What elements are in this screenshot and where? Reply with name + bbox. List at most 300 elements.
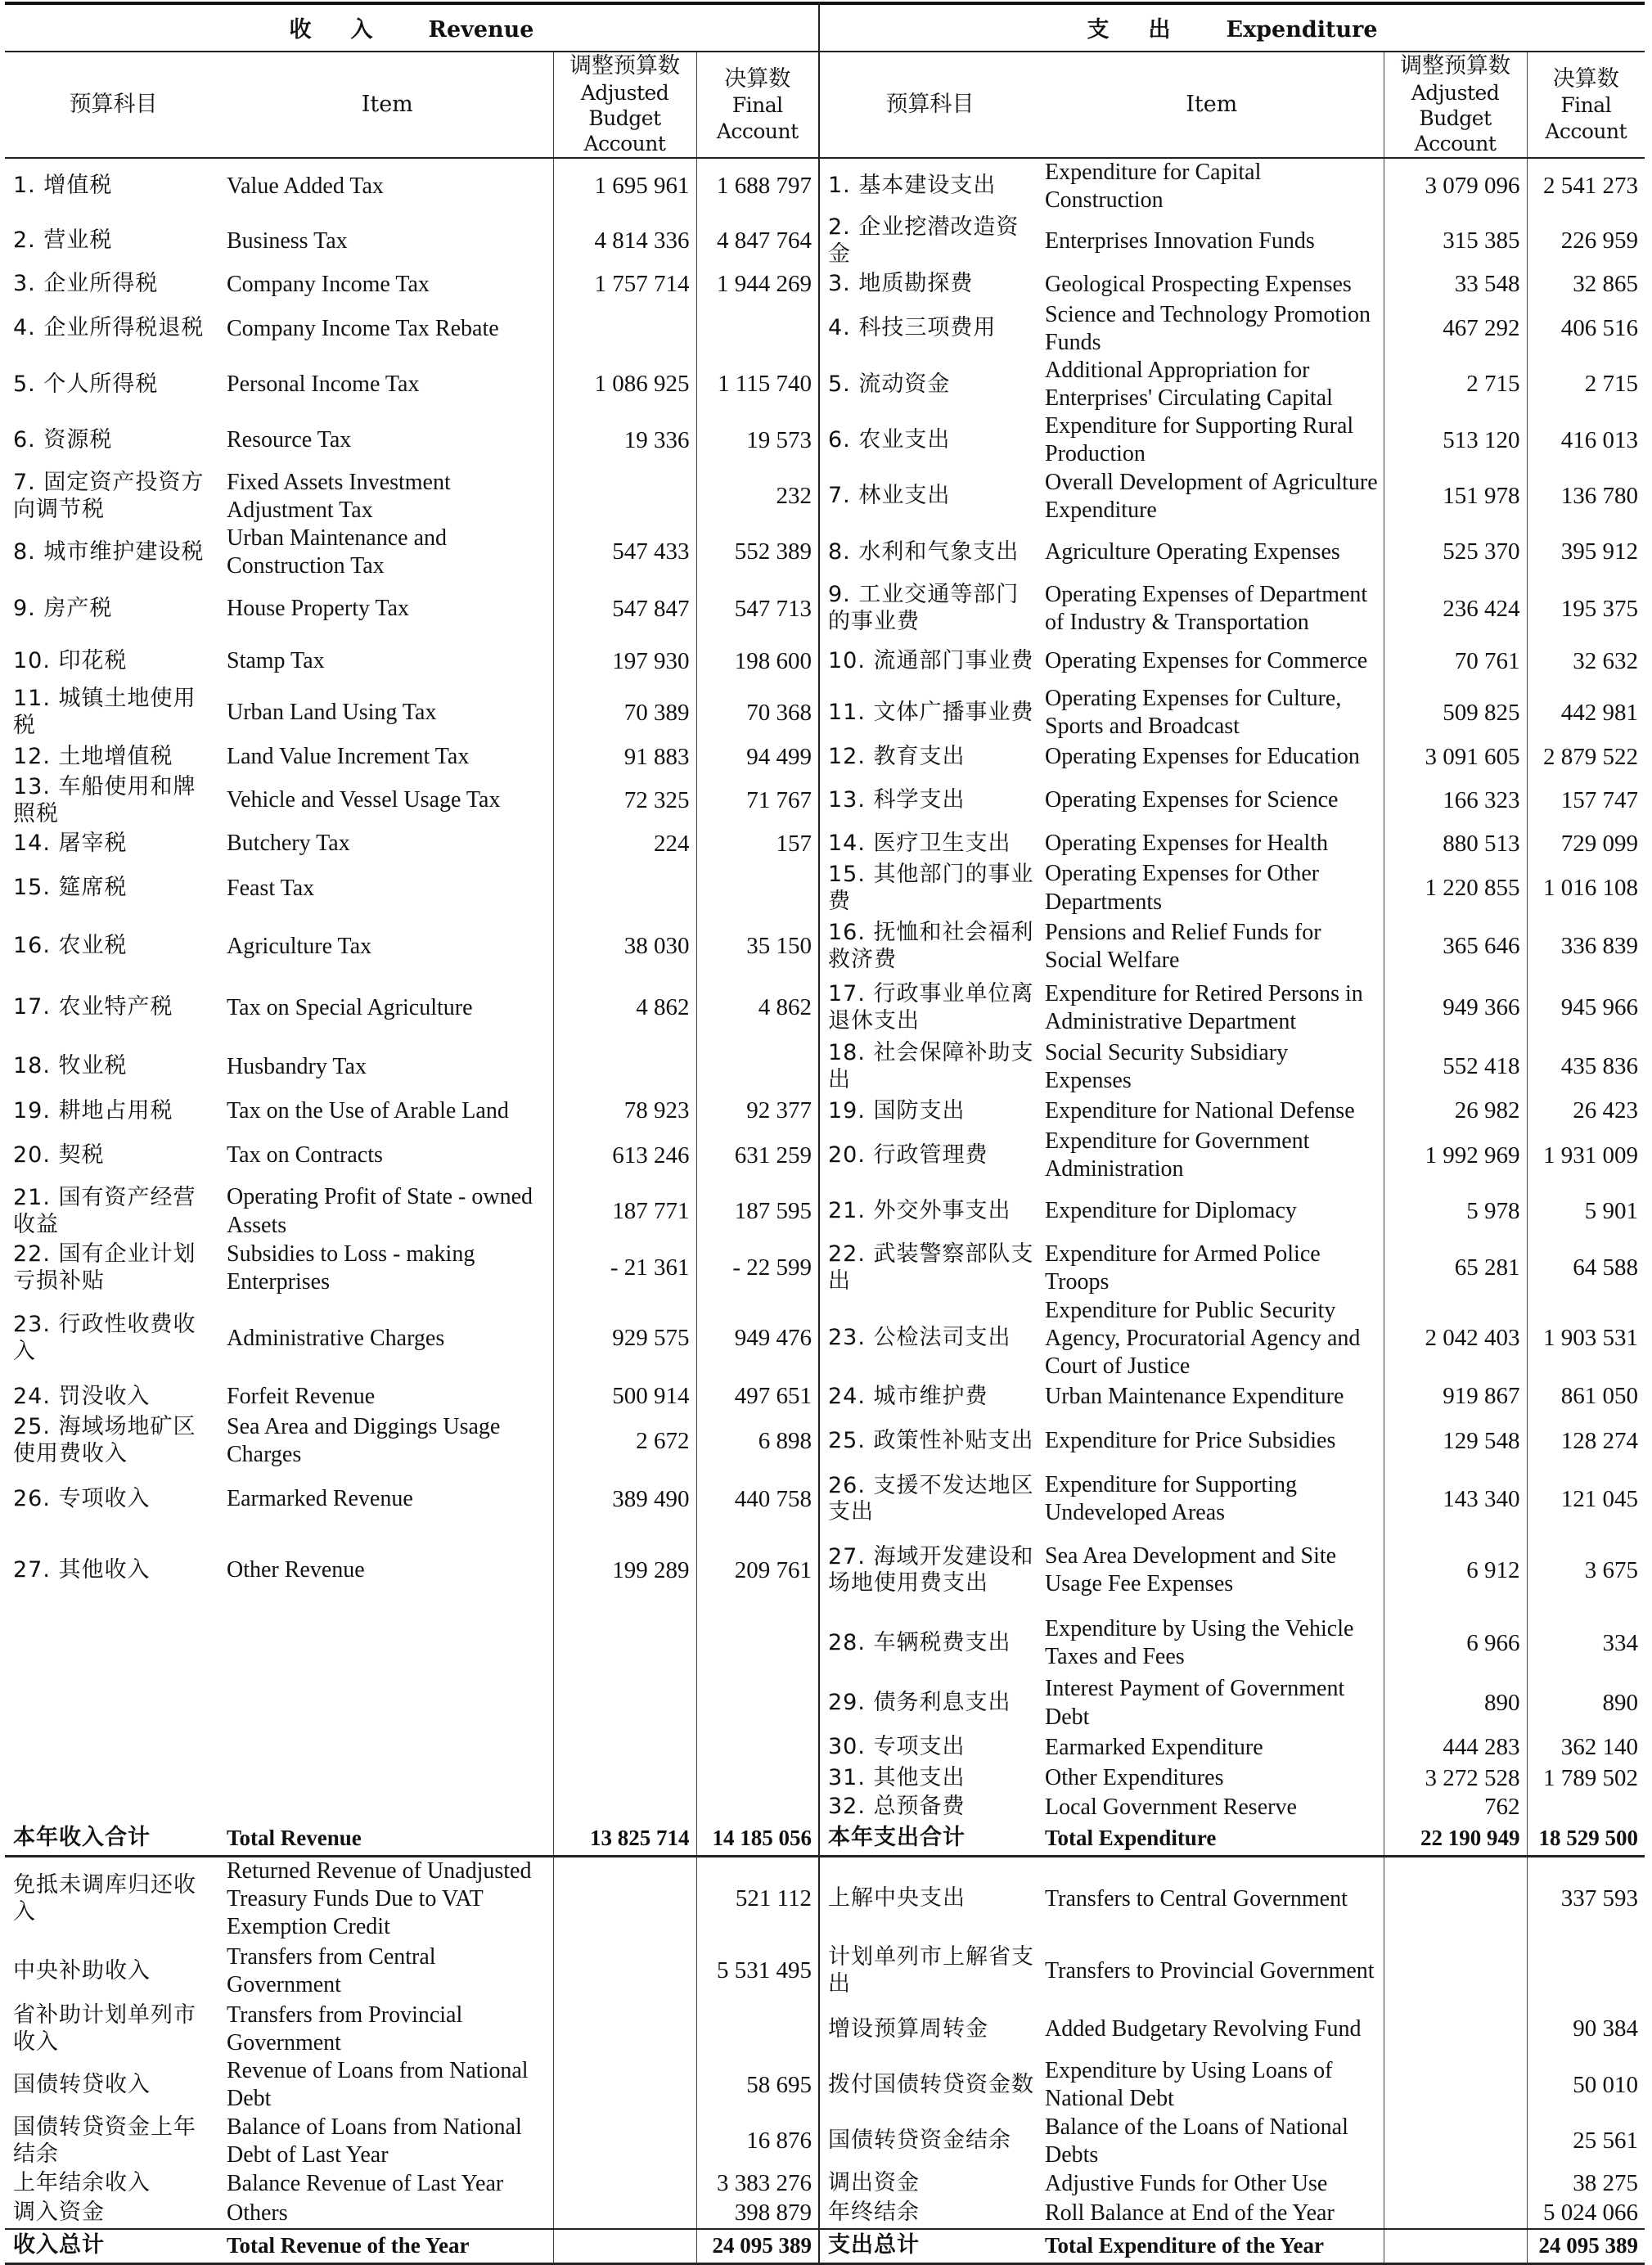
revenue-adjusted-value [553,469,696,525]
expenditure-item-zh: 16. 抚恤和社会福利救济费 [819,916,1040,977]
col-header-revenue-final-zh: 决算数 [724,65,791,92]
revenue-item-zh [5,1611,222,1675]
expenditure-item-zh: 上解中央支出 [819,1856,1040,1941]
expenditure-adjusted-value: 513 120 [1384,412,1527,468]
table-row [5,1764,1645,1793]
expenditure-adjusted-value: 444 283 [1384,1731,1527,1764]
expenditure-item-en: Adjustive Funds for Other Use [1045,2170,1328,2196]
revenue-item-en: Returned Revenue of Unadjusted Treasury Funds Due to VAT Exemption Credit [227,1857,532,1939]
revenue-adjusted-value: 4 862 [553,977,696,1039]
revenue-final-value: 71 767 [696,774,819,828]
expenditure-final-value: 395 912 [1527,525,1645,580]
transfer-row [5,1856,1645,1941]
revenue-adjusted-value [553,1764,696,1793]
table-row [5,268,1645,301]
col-header-expenditure-item-zh: 预算科目 [819,52,1040,158]
col-header-expenditure-final-en: Final Account [1545,93,1627,143]
col-header-revenue-final [696,52,819,158]
expenditure-item-en: Transfers to Provincial Government [1045,1957,1375,1984]
expenditure-item-zh: 26. 支援不发达地区支出 [819,1469,1040,1529]
expenditure-final-value: 1 903 531 [1527,1297,1645,1380]
table-row [5,827,1645,860]
revenue-final-value: 4 847 764 [696,214,819,268]
revenue-item-en: Subsidies to Loss - making Enterprises [227,1241,475,1295]
revenue-item-en: House Property Tax [227,596,410,622]
expenditure-item-zh: 15. 其他部门的事业费 [819,860,1040,916]
expenditure-adjusted-value: 1 992 969 [1384,1128,1527,1183]
table-row [5,741,1645,774]
expenditure-item-en: Expenditure for Retired Persons in Administrative Department [1045,980,1363,1034]
expenditure-adjusted-value: 65 281 [1384,1240,1527,1297]
expenditure-final-value [1527,1941,1645,2002]
revenue-final-value: 198 600 [696,637,819,685]
revenue-final-value [696,860,819,916]
expenditure-final-value: 336 839 [1527,916,1645,977]
expenditure-item-en: Operating Expenses for Other Departments [1045,861,1320,915]
revenue-final-value [696,1039,819,1095]
revenue-item-zh: 5. 个人所得税 [13,371,159,397]
revenue-item-en: Revenue of Loans from National Debt [227,2058,529,2112]
expenditure-final-value: 50 010 [1527,2057,1645,2113]
expenditure-item-zh: 20. 行政管理费 [819,1128,1040,1183]
expenditure-item-en: Enterprises Innovation Funds [1045,227,1315,254]
revenue-item-zh: 24. 罚没收入 [13,1383,151,1409]
transfer-row [5,1941,1645,2002]
revenue-item-zh: 16. 农业税 [13,933,128,959]
revenue-item-en [222,1675,553,1731]
revenue-final-value: 949 476 [696,1297,819,1380]
revenue-item-zh: 19. 耕地占用税 [13,1097,173,1123]
revenue-adjusted-value [553,2002,696,2057]
expenditure-final-value: 90 384 [1527,2002,1645,2057]
revenue-adjusted-value [553,2114,696,2169]
expenditure-final-value: 861 050 [1527,1380,1645,1413]
revenue-item-en: Personal Income Tax [227,371,420,398]
revenue-item-en: Operating Profit of State - owned Assets [227,1184,533,1238]
revenue-final-value: 209 761 [696,1529,819,1611]
transfer-row [5,2057,1645,2113]
expenditure-adjusted-value: 880 513 [1384,827,1527,860]
expenditure-item-zh: 32. 总预备费 [819,1793,1040,1821]
expenditure-final-value: 195 375 [1527,580,1645,637]
revenue-adjusted-value: 13 825 714 [553,1822,696,1857]
table-row [5,1413,1645,1469]
revenue-header-en: Revenue [428,16,534,43]
table-row [5,525,1645,580]
expenditure-adjusted-value [1384,2199,1527,2229]
col-header-revenue-adjusted-zh: 调整预算数 [569,53,680,79]
revenue-final-value [696,1731,819,1764]
revenue-final-value: 232 [696,469,819,525]
expenditure-item-zh: 3. 地质勘探费 [819,268,1040,301]
revenue-item-en: Balance Revenue of Last Year [227,2170,504,2196]
revenue-item-en: Tax on Contracts [227,1142,383,1169]
col-header-expenditure-final-zh: 决算数 [1552,65,1619,92]
revenue-adjusted-value: - 21 361 [553,1240,696,1297]
revenue-final-value: 552 389 [696,525,819,580]
expenditure-item-zh: 8. 水利和气象支出 [819,525,1040,580]
expenditure-item-en: Expenditure for Diplomacy [1045,1198,1297,1224]
expenditure-item-zh: 31. 其他支出 [819,1764,1040,1793]
table-row [5,860,1645,916]
revenue-final-value: 440 758 [696,1469,819,1529]
expenditure-final-value: 24 095 389 [1527,2229,1645,2264]
expenditure-item-zh: 24. 城市维护费 [819,1380,1040,1413]
expenditure-item-zh: 调出资金 [819,2169,1040,2199]
revenue-final-value: 70 368 [696,685,819,741]
revenue-adjusted-value [553,1793,696,1821]
table-row [5,685,1645,741]
col-header-expenditure-adjusted-en: Adjusted Budget Account [1411,80,1500,156]
expenditure-adjusted-value: 509 825 [1384,685,1527,741]
revenue-item-en: Agriculture Tax [227,933,372,959]
revenue-item-en: Company Income Tax [227,271,430,297]
table-row [5,1380,1645,1413]
expenditure-item-zh: 12. 教育支出 [819,741,1040,774]
expenditure-item-zh: 25. 政策性补贴支出 [819,1413,1040,1469]
revenue-item-zh: 8. 城市维护建设税 [13,538,205,565]
col-header-expenditure-adjusted [1384,52,1527,158]
revenue-item-en: Transfers from Provincial Government [227,2002,463,2056]
table-row [5,357,1645,412]
revenue-item-en: Business Tax [227,227,348,254]
expenditure-adjusted-value: 525 370 [1384,525,1527,580]
expenditure-item-zh: 23. 公检法司支出 [819,1297,1040,1380]
col-header-expenditure-item-en: Item [1040,52,1384,158]
revenue-item-zh [5,1793,222,1821]
revenue-item-zh: 中央补助收入 [13,1957,151,1984]
expenditure-item-zh: 27. 海域开发建设和场地使用费支出 [819,1529,1040,1611]
section-header-row [5,3,1645,52]
expenditure-item-en: Other Expenditures [1045,1765,1224,1791]
revenue-item-en: Tax on Special Agriculture [227,994,473,1020]
revenue-final-value: 19 573 [696,412,819,468]
expenditure-final-value: 157 747 [1527,774,1645,828]
col-header-expenditure-adjusted-zh: 调整预算数 [1400,53,1510,79]
revenue-final-value: 92 377 [696,1095,819,1128]
expenditure-final-value: 1 931 009 [1527,1128,1645,1183]
revenue-final-value: 6 898 [696,1413,819,1469]
expenditure-adjusted-value: 1 220 855 [1384,860,1527,916]
revenue-item-zh [5,1764,222,1793]
expenditure-item-zh: 17. 行政事业单位离退休支出 [819,977,1040,1039]
expenditure-item-zh: 19. 国防支出 [819,1095,1040,1128]
expenditure-final-value: 136 780 [1527,469,1645,525]
table-row [5,469,1645,525]
expenditure-final-value: 18 529 500 [1527,1822,1645,1857]
expenditure-item-en: Expenditure for Government Administration [1045,1128,1310,1182]
revenue-adjusted-value [553,2169,696,2199]
revenue-final-value [696,1764,819,1793]
expenditure-final-value: 25 561 [1527,2114,1645,2169]
expenditure-adjusted-value: 143 340 [1384,1469,1527,1529]
table-row [5,1240,1645,1297]
expenditure-item-en: Expenditure for Supporting Rural Production [1045,413,1354,467]
expenditure-adjusted-value [1384,2057,1527,2113]
revenue-item-en [222,1611,553,1675]
table-row [5,1095,1645,1128]
revenue-item-zh: 26. 专项收入 [13,1486,151,1511]
expenditure-item-en: Local Government Reserve [1045,1794,1297,1820]
revenue-adjusted-value: 197 930 [553,637,696,685]
expenditure-final-value: 121 045 [1527,1469,1645,1529]
revenue-item-zh: 9. 房产税 [13,595,113,621]
expenditure-item-en: Additional Appropriation for Enterprises' Circulating Capital [1045,358,1333,412]
expenditure-item-zh: 计划单列市上解省支出 [819,1941,1040,2002]
revenue-adjusted-value: 613 246 [553,1128,696,1183]
revenue-adjusted-value: 2 672 [553,1413,696,1469]
revenue-item-zh: 7. 固定资产投资方向调节税 [13,469,205,522]
revenue-item-en [222,1764,553,1793]
revenue-final-value: 547 713 [696,580,819,637]
revenue-item-zh: 10. 印花税 [13,647,128,673]
expenditure-item-en: Operating Expenses for Education [1045,744,1360,770]
expenditure-item-en: Expenditure for Armed Police Troops [1045,1241,1321,1295]
revenue-final-value: 187 595 [696,1183,819,1239]
revenue-item-en: Earmarked Revenue [227,1486,413,1512]
expenditure-adjusted-value [1384,2002,1527,2057]
expenditure-item-zh: 6. 农业支出 [819,412,1040,468]
table-row [5,1793,1645,1821]
revenue-final-value: 398 879 [696,2199,819,2229]
revenue-adjusted-value: 4 814 336 [553,214,696,268]
revenue-item-en: Fixed Assets Investment Adjustment Tax [227,469,451,523]
expenditure-final-value: 32 632 [1527,637,1645,685]
expenditure-item-zh: 28. 车辆税费支出 [819,1611,1040,1675]
revenue-adjusted-value: 1 757 714 [553,268,696,301]
revenue-adjusted-value: 224 [553,827,696,860]
expenditure-final-value: 2 879 522 [1527,741,1645,774]
revenue-final-value: 14 185 056 [696,1822,819,1857]
expenditure-item-en: Interest Payment of Government Debt [1045,1676,1345,1730]
expenditure-item-en: Expenditure for Price Subsidies [1045,1428,1336,1454]
revenue-item-zh: 免抵未调库归还收入 [13,1871,196,1925]
expenditure-final-value: 442 981 [1527,685,1645,741]
revenue-item-en: Tax on the Use of Arable Land [227,1097,509,1123]
revenue-item-zh: 3. 企业所得税 [13,271,159,297]
expenditure-final-value: 729 099 [1527,827,1645,860]
expenditure-item-en: Transfers to Central Government [1045,1885,1348,1912]
revenue-final-value: 1 688 797 [696,158,819,214]
grand-total-row [5,2229,1645,2264]
expenditure-adjusted-value: 3 079 096 [1384,158,1527,214]
expenditure-item-zh: 22. 武装警察部队支出 [819,1240,1040,1297]
expenditure-item-zh: 18. 社会保障补助支出 [819,1039,1040,1095]
expenditure-adjusted-value: 33 548 [1384,268,1527,301]
revenue-adjusted-value [553,2229,696,2264]
expenditure-adjusted-value: 129 548 [1384,1413,1527,1469]
expenditure-item-zh: 7. 林业支出 [819,469,1040,525]
expenditure-item-zh: 5. 流动资金 [819,357,1040,412]
expenditure-item-en: Operating Expenses for Culture, Sports and Broadcast [1045,686,1342,740]
expenditure-item-en: Expenditure for National Defense [1045,1097,1355,1123]
expenditure-item-en: Geological Prospecting Expenses [1045,271,1352,297]
expenditure-item-zh: 14. 医疗卫生支出 [819,827,1040,860]
expenditure-item-en: Expenditure for Capital Construction [1045,159,1262,213]
revenue-item-zh: 27. 其他收入 [13,1557,151,1583]
revenue-item-zh: 21. 国有资产经营收益 [13,1184,196,1237]
table-row [5,774,1645,828]
expenditure-adjusted-value [1384,1856,1527,1941]
expenditure-item-en: Operating Expenses for Health [1045,831,1328,857]
revenue-adjusted-value [553,1856,696,1941]
revenue-item-en: Vehicle and Vessel Usage Tax [227,787,501,813]
revenue-item-en: Total Revenue [222,1822,553,1857]
expenditure-item-en: Pensions and Relief Funds for Social Welfare [1045,919,1321,973]
col-header-revenue-item-zh: 预算科目 [5,52,222,158]
expenditure-adjusted-value: 467 292 [1384,301,1527,357]
revenue-item-zh: 14. 屠宰税 [13,830,128,856]
revenue-item-zh: 调入资金 [13,2200,105,2226]
expenditure-item-en: Operating Expenses of Department of Industry & Transportation [1045,582,1368,636]
revenue-item-zh: 国债转贷资金上年结余 [13,2114,196,2167]
expenditure-item-zh: 10. 流通部门事业费 [819,637,1040,685]
revenue-item-zh: 1. 增值税 [13,173,113,199]
expenditure-adjusted-value: 3 272 528 [1384,1764,1527,1793]
expenditure-adjusted-value: 22 190 949 [1384,1822,1527,1857]
revenue-item-en: Company Income Tax Rebate [227,315,499,341]
expenditure-adjusted-value: 2 715 [1384,357,1527,412]
expenditure-item-zh: 30. 专项支出 [819,1731,1040,1764]
expenditure-final-value: 226 959 [1527,214,1645,268]
revenue-adjusted-value: 72 325 [553,774,696,828]
expenditure-item-en: Urban Maintenance Expenditure [1045,1384,1344,1410]
budget-table-sheet [5,3,1645,2265]
expenditure-adjusted-value: 236 424 [1384,580,1527,637]
revenue-final-value: 1 115 740 [696,357,819,412]
revenue-item-en: Land Value Increment Tax [227,744,470,770]
expenditure-item-en: Science and Technology Promotion Funds [1045,301,1371,355]
revenue-item-en: Butchery Tax [227,831,350,857]
revenue-adjusted-value: 500 914 [553,1380,696,1413]
table-row [5,412,1645,468]
expenditure-final-value: 416 013 [1527,412,1645,468]
revenue-item-en: Forfeit Revenue [227,1384,376,1410]
revenue-final-value: 5 531 495 [696,1941,819,2002]
col-header-revenue-adjusted [553,52,696,158]
expenditure-final-value: 334 [1527,1611,1645,1675]
revenue-adjusted-value [553,1611,696,1675]
transfer-row [5,2114,1645,2169]
transfer-row [5,2199,1645,2229]
revenue-adjusted-value [553,2057,696,2113]
table-row [5,1039,1645,1095]
table-row [5,977,1645,1039]
revenue-adjusted-value [553,860,696,916]
expenditure-adjusted-value: 890 [1384,1675,1527,1731]
revenue-final-value [696,301,819,357]
expenditure-item-zh: 1. 基本建设支出 [819,158,1040,214]
revenue-item-zh: 4. 企业所得税退税 [13,315,205,341]
revenue-item-en: Balance of Loans from National Debt of Last Year [227,2114,522,2168]
expenditure-adjusted-value [1384,1941,1527,2002]
revenue-final-value [696,1675,819,1731]
table-row [5,1675,1645,1731]
revenue-item-zh: 17. 农业特产税 [13,994,173,1020]
table-row [5,214,1645,268]
expenditure-item-en: Operating Expenses for Science [1045,787,1339,813]
expenditure-adjusted-value: 166 323 [1384,774,1527,828]
revenue-item-en: Other Revenue [227,1557,365,1583]
expenditure-final-value: 64 588 [1527,1240,1645,1297]
revenue-item-zh: 国债转贷收入 [13,2072,151,2097]
revenue-adjusted-value [553,1039,696,1095]
expenditure-item-en: Total Expenditure of the Year [1040,2229,1384,2264]
expenditure-adjusted-value: 365 646 [1384,916,1527,977]
table-row [5,1297,1645,1380]
expenditure-item-zh: 增设预算周转金 [819,2002,1040,2057]
expenditure-item-zh: 9. 工业交通等部门的事业费 [819,580,1040,637]
revenue-adjusted-value: 929 575 [553,1297,696,1380]
revenue-item-zh: 本年收入合计 [5,1822,222,1857]
revenue-adjusted-value: 19 336 [553,412,696,468]
revenue-final-value [696,1793,819,1821]
table-body [5,158,1645,2264]
revenue-item-zh [5,1731,222,1764]
total-row [5,1822,1645,1857]
expenditure-item-en: Agriculture Operating Expenses [1045,539,1340,565]
revenue-item-en: Value Added Tax [227,173,384,199]
revenue-item-en: Total Revenue of the Year [222,2229,553,2264]
expenditure-item-zh: 年终结余 [819,2199,1040,2229]
revenue-final-value: 16 876 [696,2114,819,2169]
expenditure-item-zh: 国债转贷资金结余 [819,2114,1040,2169]
col-header-expenditure-final [1527,52,1645,158]
revenue-adjusted-value: 70 389 [553,685,696,741]
expenditure-item-en: Expenditure for Public Security Agency, Procuratorial Agency and Court of Justice [1045,1297,1361,1379]
expenditure-item-en: Expenditure for Supporting Undeveloped Areas [1045,1472,1297,1526]
expenditure-adjusted-value: 919 867 [1384,1380,1527,1413]
column-header-row [5,52,1645,158]
expenditure-adjusted-value: 315 385 [1384,214,1527,268]
expenditure-final-value: 3 675 [1527,1529,1645,1611]
expenditure-final-value: 32 865 [1527,268,1645,301]
table-row [5,1529,1645,1611]
revenue-item-zh: 收入总计 [5,2229,222,2264]
expenditure-adjusted-value: 762 [1384,1793,1527,1821]
revenue-item-zh: 25. 海域场地矿区使用费收入 [13,1414,196,1467]
expenditure-section-header [819,3,1645,52]
revenue-item-en: Transfers from Central Government [227,1943,436,1997]
expenditure-final-value: 890 [1527,1675,1645,1731]
revenue-final-value [696,2002,819,2057]
revenue-adjusted-value: 1 695 961 [553,158,696,214]
revenue-item-en: Sea Area and Diggings Usage Charges [227,1414,501,1468]
revenue-final-value: 1 944 269 [696,268,819,301]
revenue-section-header [5,3,819,52]
table-row [5,158,1645,214]
revenue-item-en: Urban Maintenance and Construction Tax [227,525,447,579]
revenue-adjusted-value: 199 289 [553,1529,696,1611]
revenue-final-value: 521 112 [696,1856,819,1941]
expenditure-item-zh: 4. 科技三项费用 [819,301,1040,357]
transfer-row [5,2169,1645,2199]
expenditure-item-en: Overall Development of Agriculture Expenditure [1045,469,1378,523]
expenditure-final-value: 435 836 [1527,1039,1645,1095]
expenditure-final-value: 128 274 [1527,1413,1645,1469]
expenditure-item-zh: 2. 企业挖潜改造资金 [819,214,1040,268]
col-header-revenue-final-en: Final Account [716,93,799,143]
expenditure-item-en: Balance of the Loans of National Debts [1045,2114,1348,2168]
revenue-adjusted-value: 78 923 [553,1095,696,1128]
expenditure-adjusted-value [1384,2169,1527,2199]
expenditure-adjusted-value: 70 761 [1384,637,1527,685]
revenue-adjusted-value: 38 030 [553,916,696,977]
table-row [5,1128,1645,1183]
revenue-final-value: 24 095 389 [696,2229,819,2264]
expenditure-item-zh: 21. 外交外事支出 [819,1183,1040,1239]
revenue-item-en: Feast Tax [227,875,315,901]
